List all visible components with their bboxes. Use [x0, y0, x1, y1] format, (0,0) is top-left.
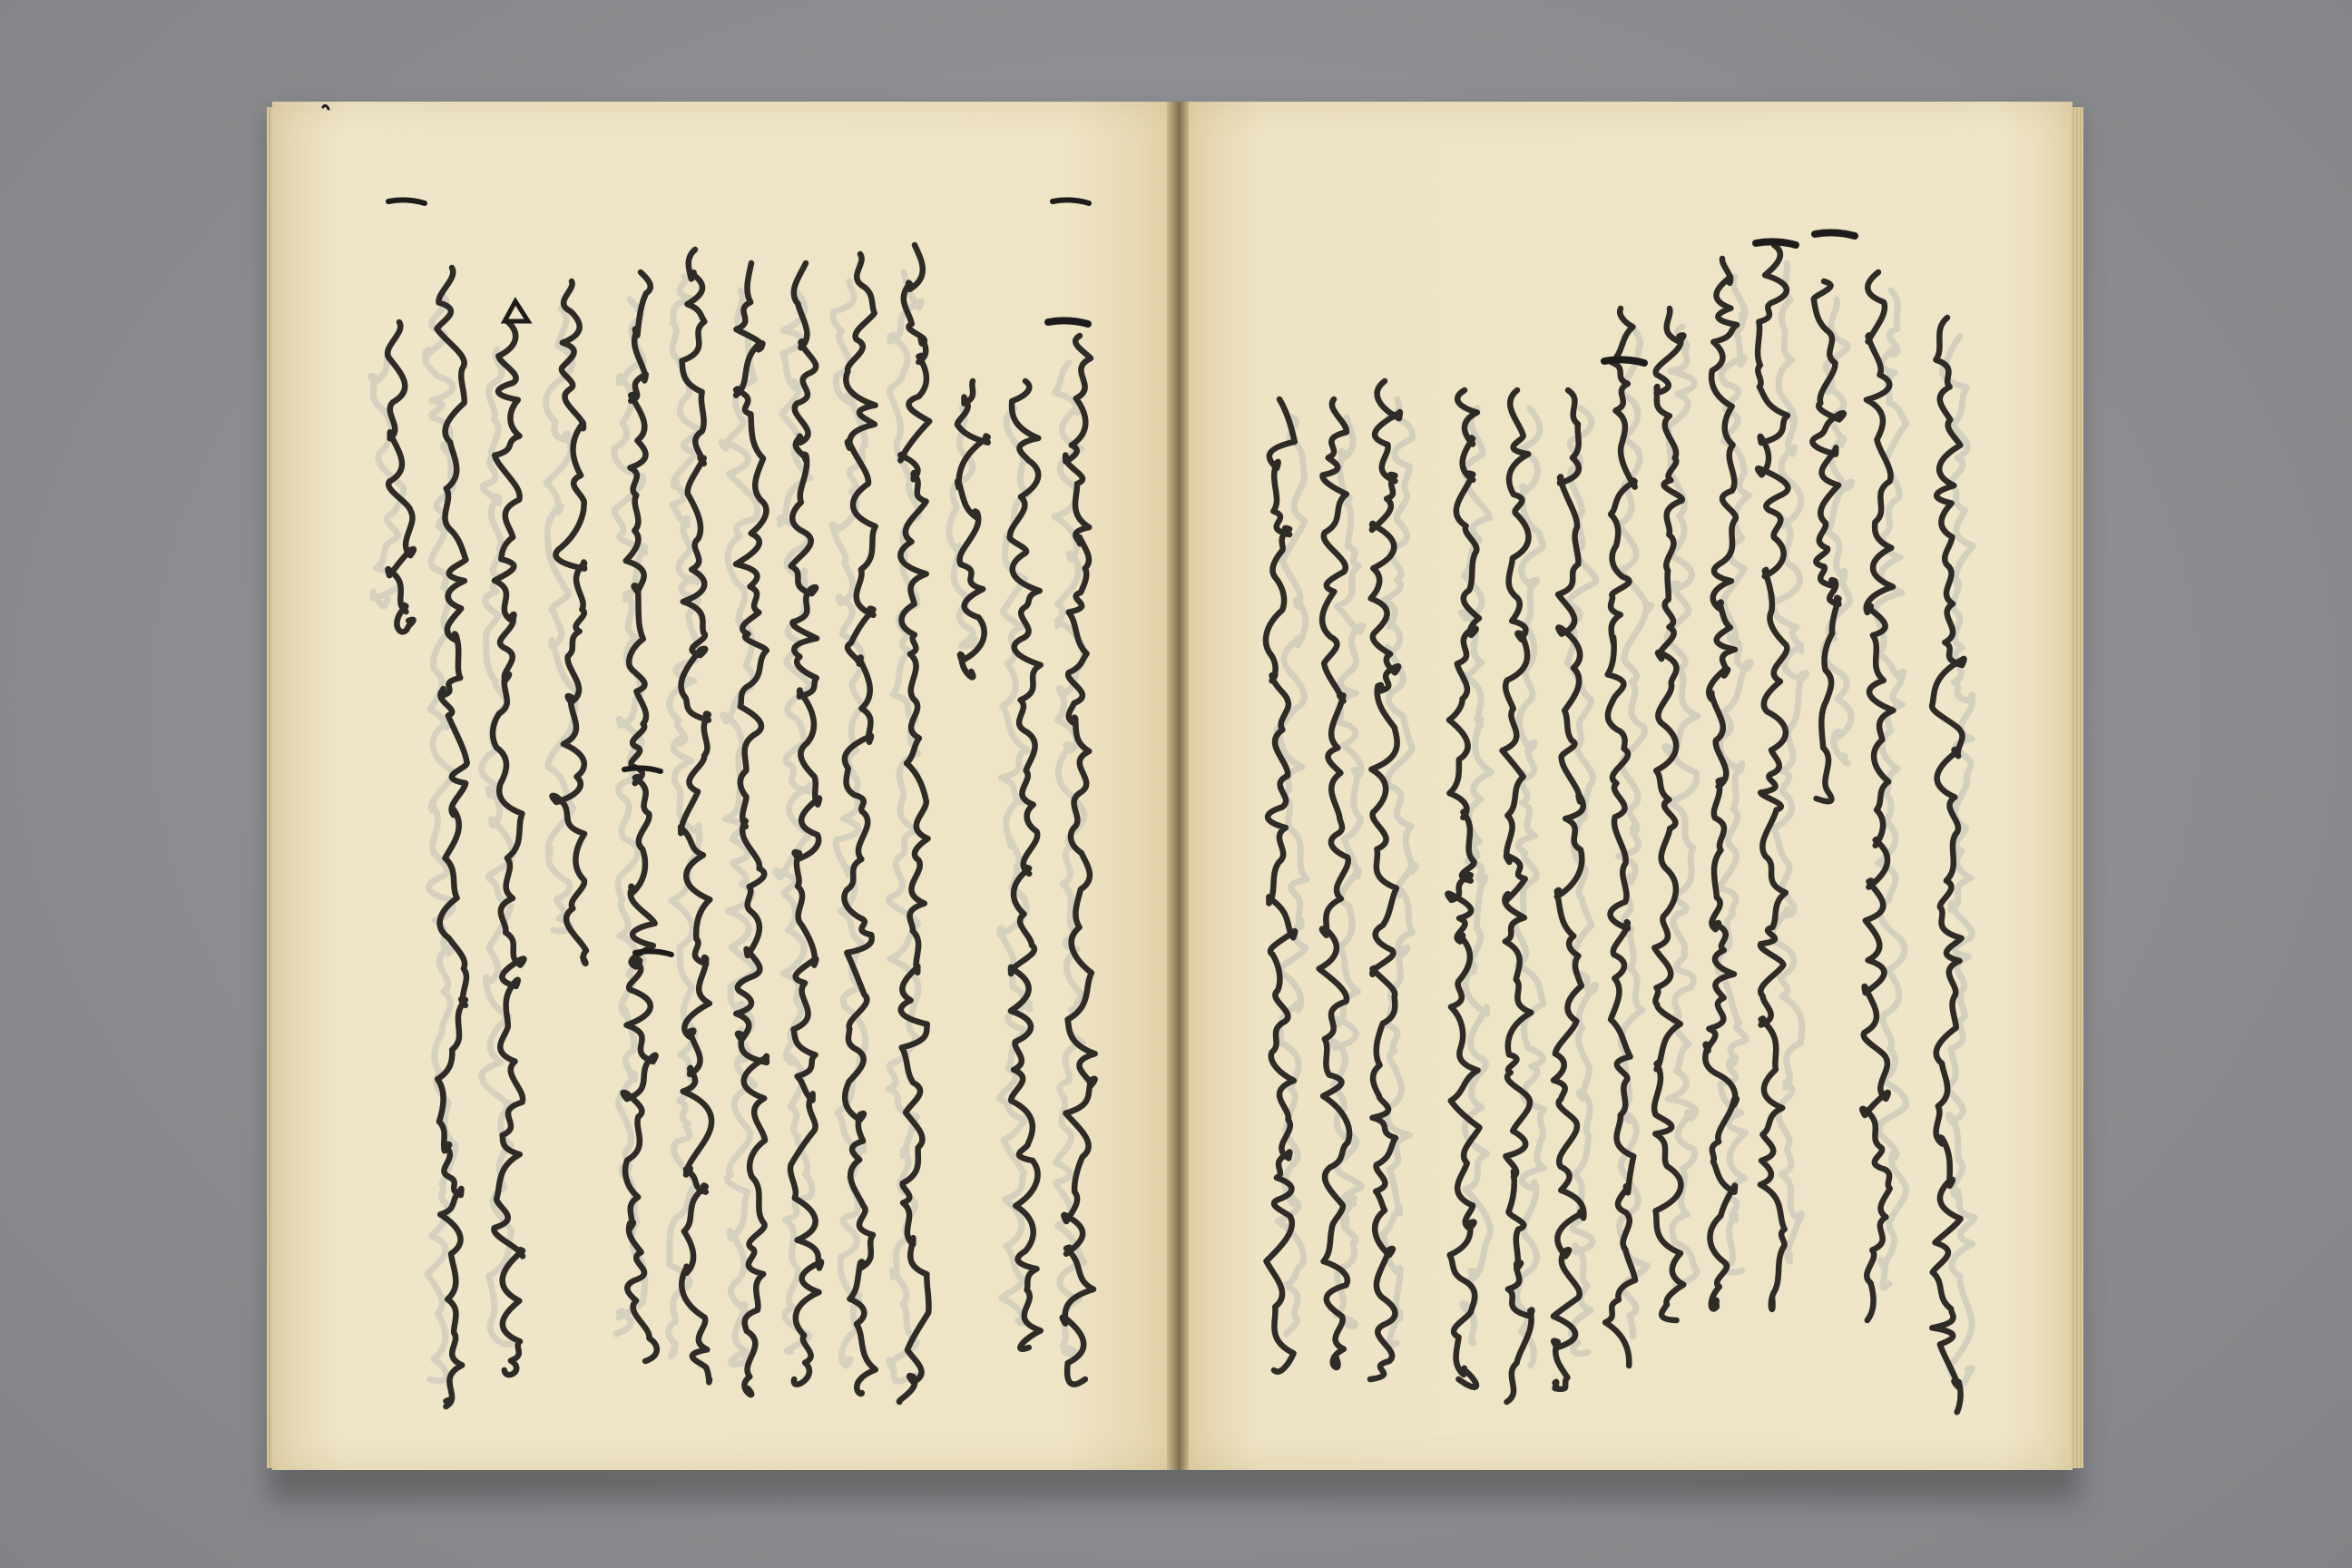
heading-mark-icon	[505, 301, 528, 321]
item-mark	[624, 768, 661, 771]
handwritten-text-columns	[323, 105, 1965, 1412]
ink-column-left	[387, 322, 414, 632]
ghost-column-left	[425, 295, 456, 1381]
item-mark	[1053, 200, 1089, 203]
ghost-column-left	[949, 408, 975, 646]
ink-column-right	[1605, 309, 1635, 1366]
ghost-column-right	[1943, 336, 1975, 1384]
item-mark	[1048, 320, 1088, 324]
item-mark	[635, 951, 671, 955]
item-mark	[1815, 232, 1855, 236]
item-mark	[1604, 359, 1644, 363]
ink-column-right	[1758, 245, 1788, 1309]
corner-tick	[323, 105, 328, 109]
ghost-column-right	[1383, 399, 1416, 1345]
ghost-column-left	[721, 290, 758, 1364]
ghost-column-left	[546, 309, 576, 931]
item-mark	[1756, 241, 1796, 245]
ghost-column-left	[1054, 363, 1084, 1355]
item-mark	[388, 200, 425, 203]
show-through-ghost-text	[371, 263, 1975, 1384]
ink-column-right	[1503, 390, 1533, 1402]
ink-column-right	[1447, 390, 1479, 1387]
ghost-column-left	[614, 299, 645, 1334]
